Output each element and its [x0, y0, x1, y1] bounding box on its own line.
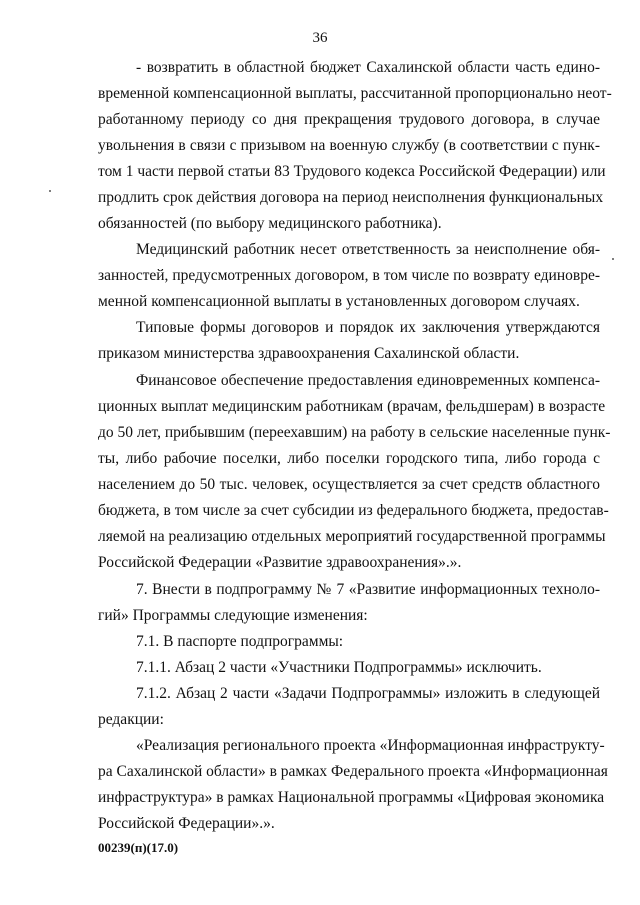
text-line: ционных выплат медицинским работникам (врачам, фельдшерам) в возрасте	[98, 398, 606, 415]
text-line: 7.1.1. Абзац 2 части «Участники Подпрограммы» исключить.	[136, 659, 542, 676]
text-line: 7. Внести в подпрограмму № 7 «Развитие информационных техноло-	[136, 581, 600, 598]
text-line: ра Сахалинской области» в рамках Федерального проекта «Информационная	[98, 763, 608, 780]
text-line: бюджета, в том числе за счет субсидии из федерального бюджета, предостав-	[98, 502, 609, 519]
text-line: ляемой на реализацию отдельных мероприятий государственной программы	[98, 528, 606, 545]
text-line: - возвратить в областной бюджет Сахалинской области часть едино-	[136, 59, 600, 76]
text-line: занностей, предусмотренных договором, в том числе по возврату единовре-	[98, 267, 600, 284]
page-number: 36	[312, 30, 328, 46]
text-line: 7.1. В паспорте подпрограммы:	[136, 633, 344, 650]
text-line: Российской Федерации «Развитие здравоохранения».».	[98, 554, 462, 571]
text-line: приказом министерства здравоохранения Сахалинской области.	[98, 345, 520, 362]
scan-speck	[49, 190, 51, 192]
text-line: редакции:	[98, 711, 164, 728]
text-line: Российской Федерации».».	[98, 815, 275, 832]
text-line: 7.1.2. Абзац 2 части «Задачи Подпрограммы» изложить в следующей	[136, 685, 600, 702]
text-line: увольнения в связи с призывом на военную службу (в соответствии с пунк-	[98, 137, 600, 154]
text-line: Финансовое обеспечение предоставления единовременных компенса-	[136, 372, 600, 389]
text-line: гий» Программы следующие изменения:	[98, 607, 368, 624]
text-line: инфраструктура» в рамках Национальной программы «Цифровая экономика	[98, 789, 605, 806]
text-line: менной компенсационной выплаты в установленных договором случаях.	[98, 293, 580, 310]
text-line: временной компенсационной выплаты, рассчитанной пропорционально неот-	[98, 85, 612, 102]
text-line: «Реализация регионального проекта «Информационная инфраструкту-	[136, 737, 605, 754]
text-line: обязанностей (по выбору медицинского работника).	[98, 215, 442, 232]
text-line: ты, либо рабочие поселки, либо поселки городского типа, либо города с	[98, 450, 600, 467]
text-line: населением до 50 тыс. человек, осуществляется за счет средств областного	[98, 476, 600, 493]
text-line: Типовые формы договоров и порядок их заключения утверждаются	[136, 319, 600, 336]
text-line: продлить срок действия договора на период неисполнения функциональных	[98, 189, 604, 206]
text-line: том 1 части первой статьи 83 Трудового кодекса Российской Федерации) или	[98, 163, 606, 180]
text-line: работанному периоду со дня прекращения трудового договора, в случае	[98, 111, 600, 128]
text-line: до 50 лет, прибывшим (переехавшим) на работу в сельские населенные пунк-	[98, 424, 611, 441]
footer-code: 00239(п)(17.0)	[98, 840, 179, 855]
text-line: Медицинский работник несет ответственность за неисполнение обя-	[136, 241, 600, 258]
scan-speck	[612, 258, 614, 260]
